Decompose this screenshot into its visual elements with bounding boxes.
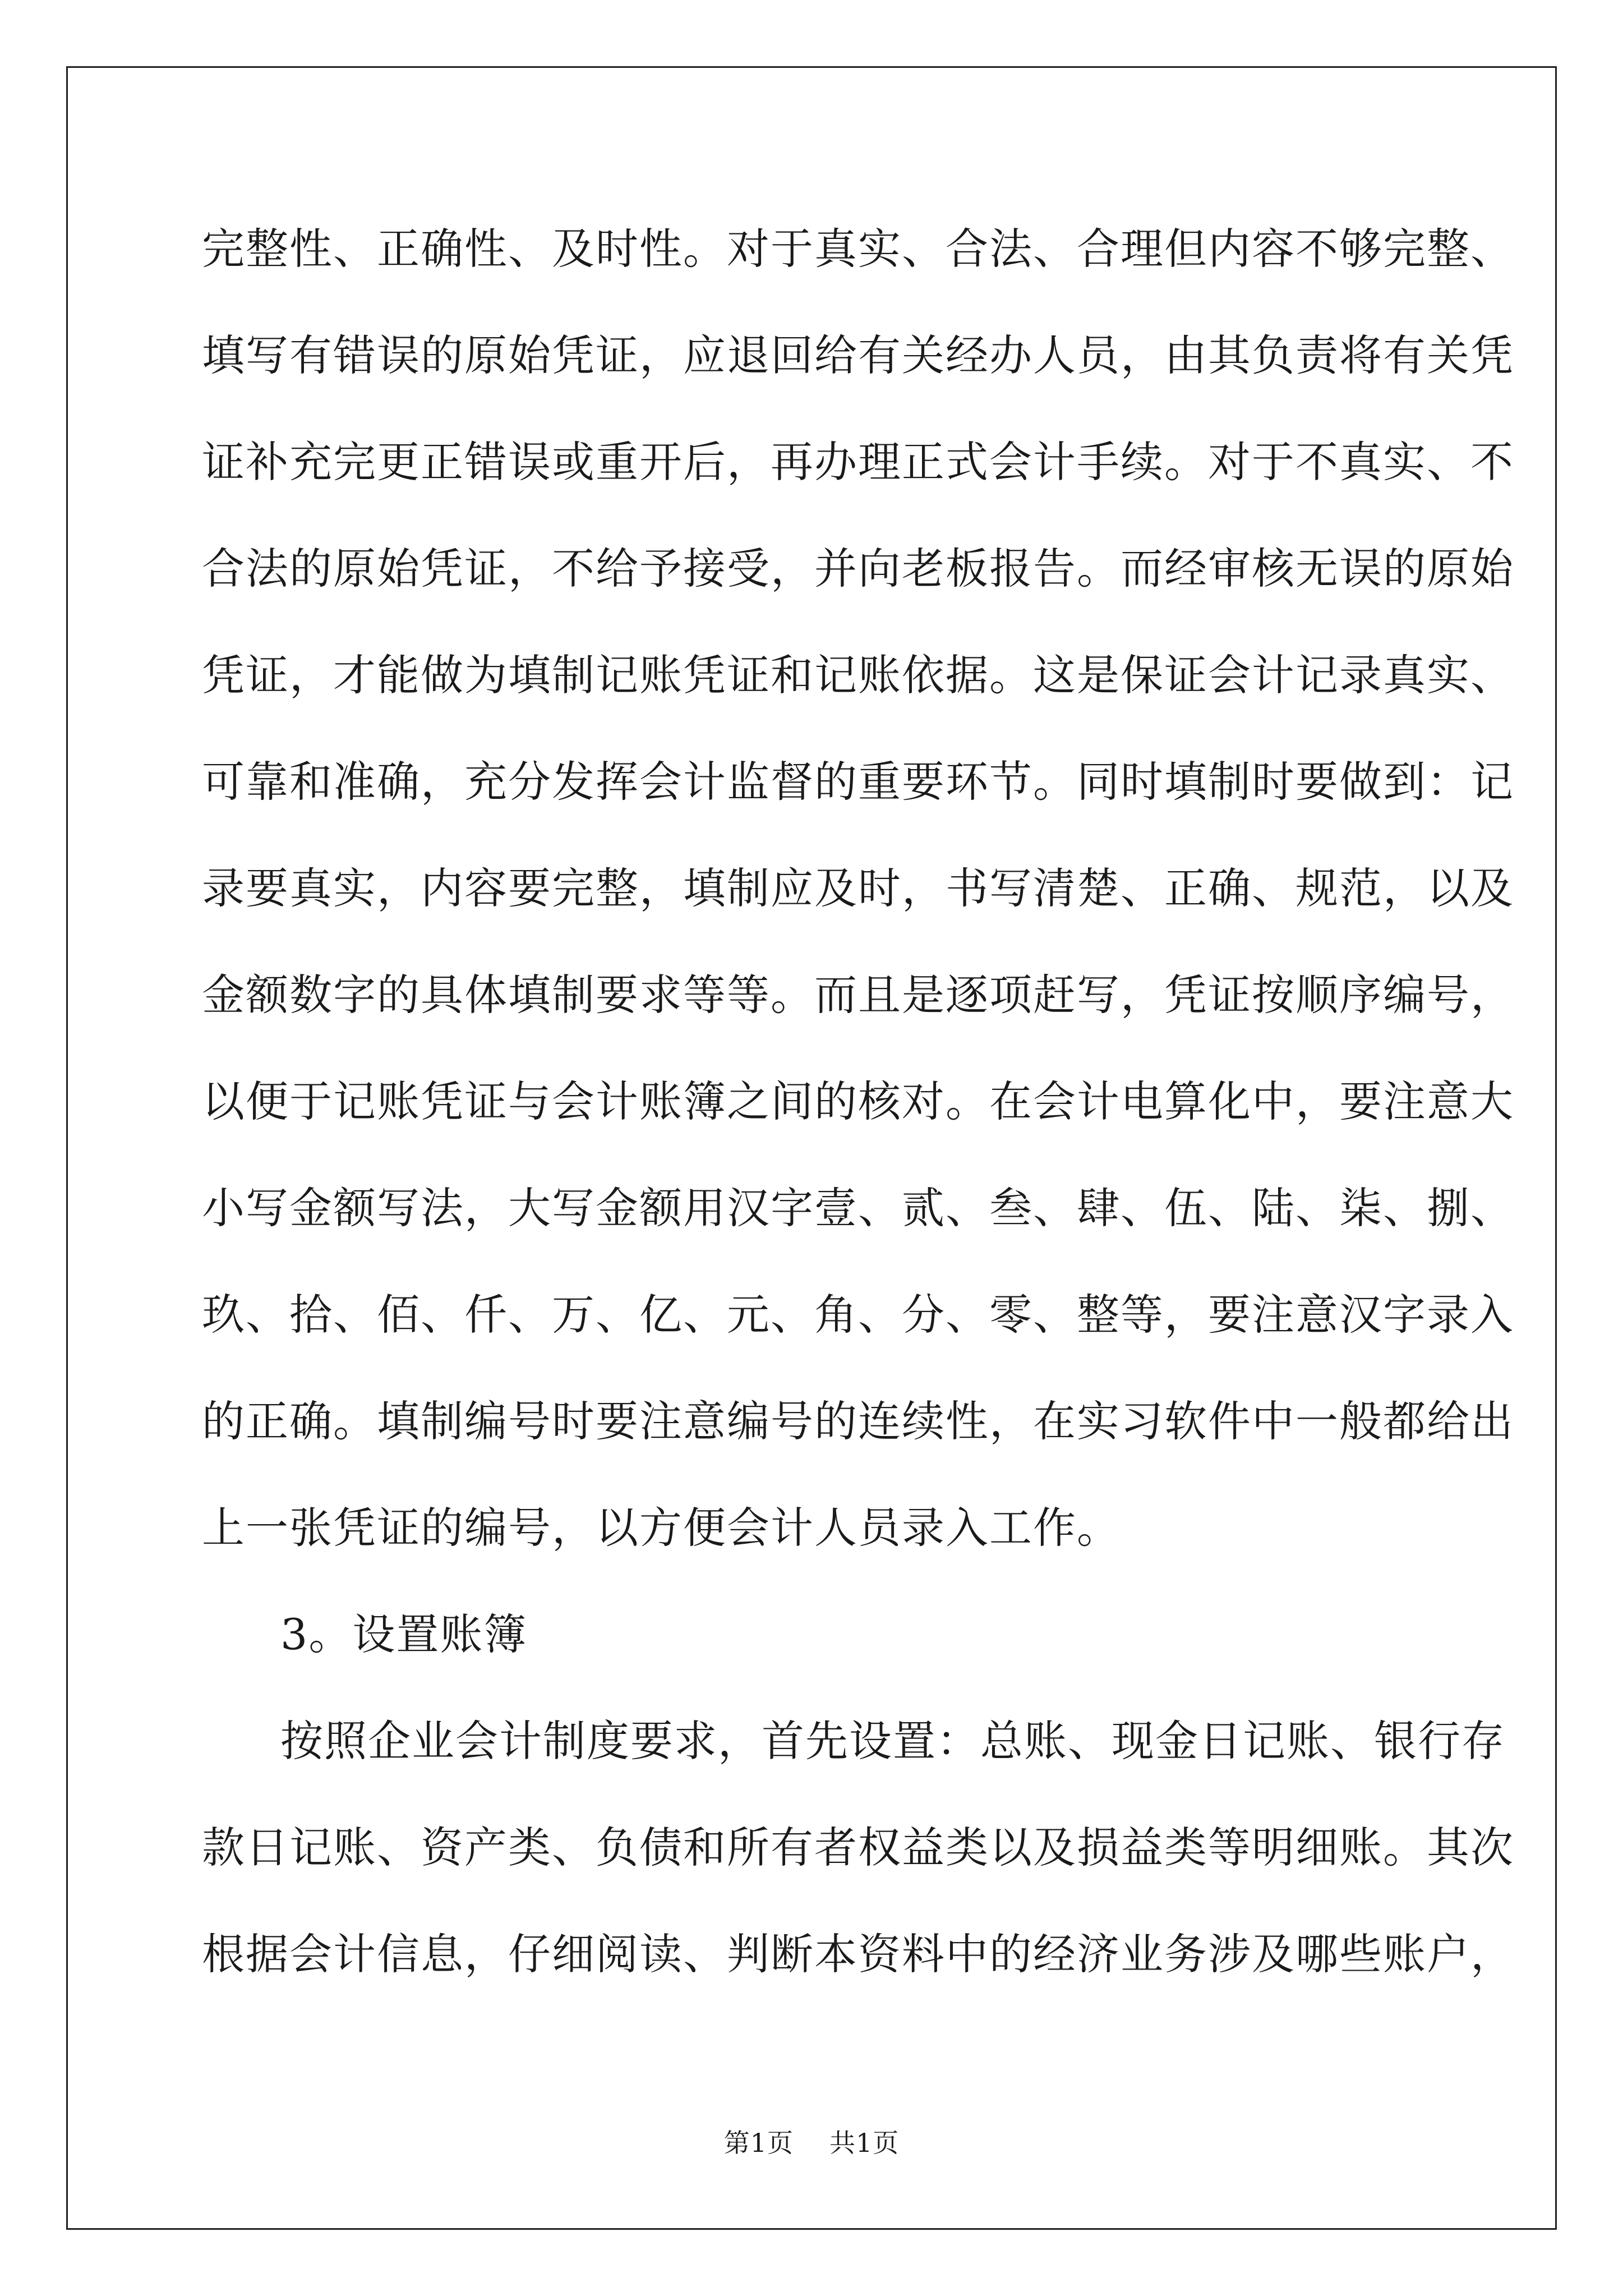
page-number-current: 第1页 — [723, 2128, 794, 2158]
text-line: 完整性、正确性、及时性。对于真实、合法、合理但内容不够完整、 — [202, 224, 1514, 274]
text-line: 金额数字的具体填制要求等等。而且是逐项赶写，凭证按顺序编号， — [202, 970, 1514, 1020]
text-line: 填写有错误的原始凭证，应退回给有关经办人员，由其负责将有关凭 — [202, 330, 1514, 380]
text-line: 合法的原始凭证，不给予接受，并向老板报告。而经审核无误的原始 — [202, 544, 1514, 593]
page-number-total: 共1页 — [829, 2128, 900, 2158]
section-heading: 3。设置账簿 — [280, 1609, 528, 1659]
page-footer — [0, 2126, 1623, 2160]
text-line: 可靠和准确，充分发挥会计监督的重要环节。同时填制时要做到：记 — [202, 757, 1514, 807]
text-line: 以便于记账凭证与会计账簿之间的核对。在会计电算化中，要注意大 — [202, 1076, 1514, 1126]
text-line: 根据会计信息，仔细阅读、判断本资料中的经济业务涉及哪些账户， — [202, 1929, 1514, 1979]
text-line: 的正确。填制编号时要注意编号的连续性，在实习软件中一般都给出 — [202, 1396, 1514, 1446]
document-body — [202, 218, 1514, 2030]
text-line: 款日记账、资产类、负债和所有者权益类以及损益类等明细账。其次 — [202, 1823, 1514, 1872]
text-line: 凭证，才能做为填制记账凭证和记账依据。这是保证会计记录真实、 — [202, 650, 1514, 700]
text-line: 录要真实，内容要完整，填制应及时，书写清楚、正确、规范，以及 — [202, 863, 1514, 913]
text-line: 按照企业会计制度要求，首先设置：总账、现金日记账、银行存 — [280, 1716, 1505, 1766]
text-line: 玖、拾、佰、仟、万、亿、元、角、分、零、整等，要注意汉字录入 — [202, 1290, 1514, 1340]
text-line: 证补充完更正错误或重开后，再办理正式会计手续。对于不真实、不 — [202, 437, 1514, 487]
text-line: 小写金额写法，大写金额用汉字壹、贰、叁、肆、伍、陆、柒、捌、 — [202, 1183, 1514, 1233]
text-line: 上一张凭证的编号，以方便会计人员录入工作。 — [202, 1503, 1121, 1553]
